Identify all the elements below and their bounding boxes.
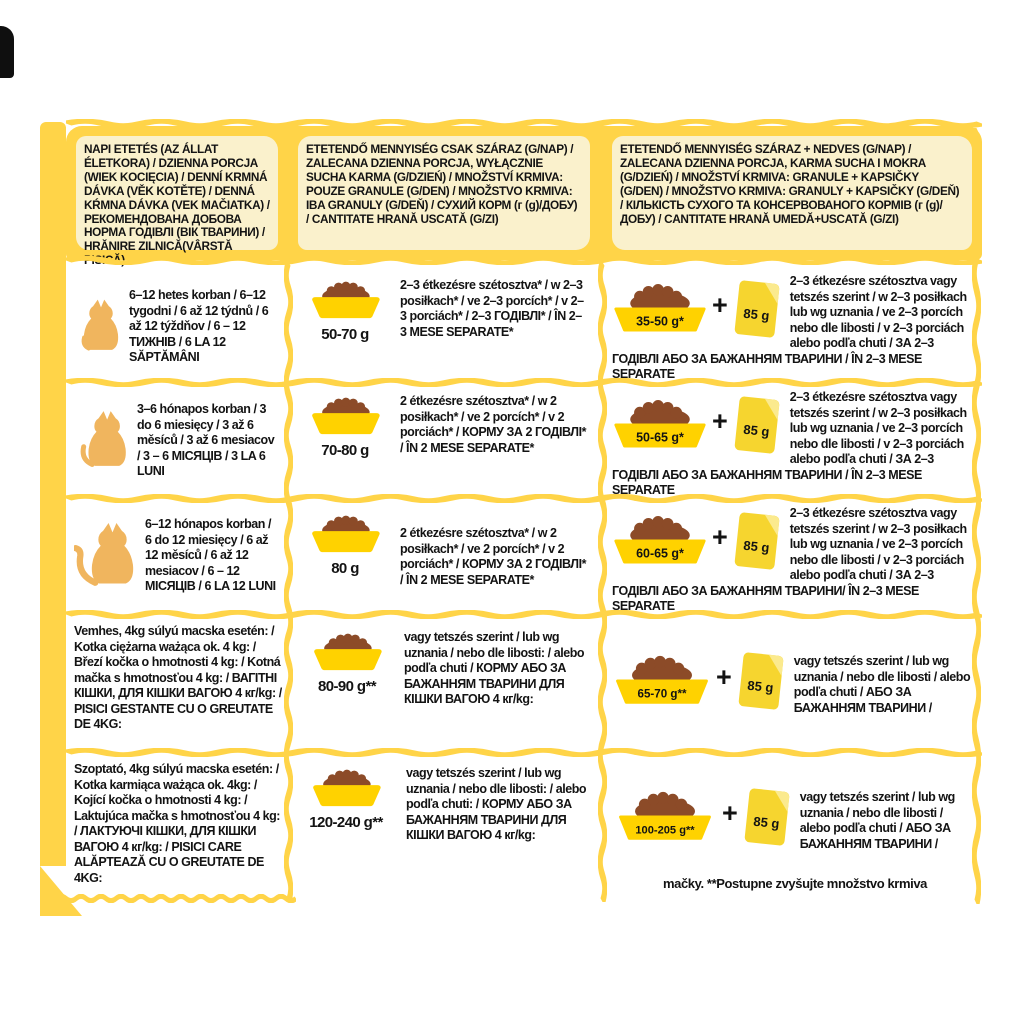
row3-dry-note: 2 étkezésre szétosztva* / w 2 posiłkach* / ve 2 porcích* / v 2 porciách* / КОРМУ ЗА 2 ГОДІВЛІ* / ÎN 2 MESE SEPARATE* [400, 526, 587, 587]
mixed-dry-amount: 50-65 g* [636, 430, 684, 445]
row1-dry-note: 2–3 étkezésre szétosztva* / w 2–3 posiłkach* / ve 2–3 porcích* / v 2–3 porciách* / 2–3 ГОДІВЛІ* / ÎN 2–3 MESE SEPARATE* [400, 278, 584, 339]
wet-amount: 85 g [742, 421, 770, 440]
header-cell-dry [298, 136, 590, 250]
header-dry-label: ETETENDŐ MENNYISÉG CSAK SZÁRAZ (G/NAP) / ZALECANA DZIENNA PORCJA, WYŁĄCZNIE SUCHA KARMA (G/DZIEŃ) / MNOŽSTVÍ KRMIVA: POUZE GRANULE (G/DEN) / MNOŽSTVO KRMIVA: IBA GRANULY (G/DEŇ) / СУХИЙ КОРМ (г (g)/ДОБУ) / CANTITATE HRANĂ USCATĂ (G/ZI) [306, 142, 578, 226]
row2-age-text: 3–6 hónapos korban / 3 do 6 miesięcy / 3 až 6 měsíců / 3 až 6 mesiacov / 3 – 6 МІСЯЦІВ / 3 LA 6 LUNI [137, 402, 275, 479]
wavy-border [66, 119, 982, 128]
row3-mixed-note: 2–3 étkezésre szétosztva vagy tetszés szerint / w 2–3 posiłkach lub wg uznania / ve 2–3 porcích nebo dle libosti / v 2–3 porciách alebo podľa chuti / ЗА 2–3 ГОДІВЛІ АБО ЗА БАЖАННЯМ ТВАРИНИ/ ÎN 2–3 MESE SEPARATE [612, 506, 967, 613]
row4-mixed-cell [612, 636, 972, 746]
wet-pouch-icon [732, 510, 782, 572]
row5-mixed-note: vagy tetszés szerint / lub wg uznania / nebo dle libosti / alebo podľa chuti / АБО ЗА БАЖАННЯМ ТВАРИНИ / [799, 790, 955, 851]
plus-icon: + [712, 405, 728, 436]
dry-plus-wet-icons [612, 650, 786, 712]
kibble-bowl-icon [308, 394, 382, 436]
row5-dry-note: vagy tetszés szerint / lub wg uznania / nebo dle libosti: / alebo podľa chuti: / КОРМУ АБО ЗА БАЖАННЯМ ТВАРИНИ ДЛЯ КІШКИ ВАГОЮ 4 кг/kg: [406, 766, 587, 842]
dry-amount: 70-80 g [321, 442, 369, 459]
footnote-text: mačky. **Postupne zvyšujte množstvo krmiva [662, 876, 927, 891]
column-separator [598, 262, 607, 902]
wet-pouch-icon [732, 278, 782, 340]
mixed-dry-amount: 35-50 g* [636, 314, 684, 329]
row4-dry-cell [298, 630, 588, 742]
dry-plus-wet-icons [612, 510, 782, 572]
row5-age-cell [74, 762, 282, 900]
row5-dry-cell [294, 766, 588, 886]
header-age-label: NAPI ETETÉS (AZ ÁLLAT ÉLETKORA) / DZIENNA PORCJA (WIEK KOCIĘCIA) / DENNÍ KRMNÁ DÁVKA (VĚK KOTĚTE) / DENNÁ KŔMNA DÁVKA (VEK MAČIATKA) / РЕКОМЕНДОВАНА ДОБОВА НОРМА ГОДІВЛІ (ВІК ТВАРИНИ) / HRĂNIRE ZILNICĂ(VÂRSTĂ PISICĂ) [84, 142, 270, 268]
row2-mixed-cell [612, 390, 972, 497]
row3-mixed-cell [612, 506, 972, 613]
left-border-strip [40, 122, 66, 866]
row3-age-text: 6–12 hónapos korban / 6 do 12 miesięcy / 6 až 12 měsíců / 6 až 12 mesiacov / 6 – 12 МІСЯЦІВ / 6 LA 12 LUNI [145, 517, 276, 594]
header-cell-age [76, 136, 278, 268]
row1-age-text: 6–12 hetes korban / 6–12 tygodni / 6 až 12 týdnů / 6 až 12 týždňov / 6 – 12 ТИЖНІВ / 6 LA 12 SĂPTĂMÂNI [129, 288, 269, 365]
row-separator [66, 256, 982, 265]
row4-age-cell [74, 624, 282, 744]
dry-amount: 80-90 g** [318, 678, 376, 695]
row4-age-text: Vemhes, 4kg súlyú macska esetén: / Kotka ciężarna ważąca ok. 4 kg: / Březí kočka o hmotnosti 4 kg: / Kotná mačka s hmotnosťou 4 kg: / ВАГІТНІ КІШКИ, ДЛЯ КІШКИ ВАГОЮ 4 кг/kg: / PISICI GESTANTE CU O GREUTATE DE 4KG: [74, 624, 282, 731]
wet-pouch-icon [732, 394, 782, 456]
dry-plus-wet-icons [612, 278, 782, 340]
dry-amount: 80 g [331, 560, 359, 577]
wet-pouch-icon [736, 650, 786, 712]
kibble-bowl-labeled-icon [612, 512, 708, 570]
dry-plus-wet-icons [612, 394, 782, 456]
row1-dry-cell [298, 278, 588, 374]
dry-plus-wet-icons [612, 786, 792, 848]
kibble-bowl-labeled-icon [612, 652, 712, 710]
row3-age-cell [74, 508, 280, 604]
row4-dry-note: vagy tetszés szerint / lub wg uznania / nebo dle libosti: / alebo podľa chuti / КОРМУ АБО ЗА БАЖАННЯМ ТВАРИНИ ДЛЯ КІШКИ ВАГОЮ 4 кг/kg: [404, 630, 585, 706]
dry-amount: 50-70 g [321, 326, 369, 343]
row2-age-cell [78, 394, 280, 488]
plus-icon: + [722, 797, 738, 828]
mixed-dry-amount: 100-205 g** [635, 824, 695, 837]
wet-amount: 85 g [742, 305, 770, 324]
kibble-bowl-icon [310, 630, 384, 672]
kibble-bowl-labeled-icon [612, 788, 718, 846]
row1-age-cell [78, 280, 280, 374]
kibble-bowl-icon [308, 512, 382, 554]
row2-dry-cell [298, 394, 588, 490]
kibble-bowl-icon [309, 766, 383, 808]
header-dry-wet-label: ETETENDŐ MENNYISÉG SZÁRAZ + NEDVES (G/NAP) / ZALECANA DZIENNA PORCJA, KARMA SUCHA I MOKRA (G/DZIEŃ) / MNOŽSTVÍ KRMIVA: GRANULE + KAPSIČKY (G/DEN) / MNOŽSTVO KRMIVA: GRANULY + KAPSIČKY (G/DEŇ) / КІЛЬКІСТЬ СУХОГО ТА КОНСЕРВОВАНОГО КОРМІВ (г (g)/ДОБУ) / CANTITATE HRANĂ UMEDĂ+USCATĂ (G/ZI) [620, 142, 960, 226]
kibble-bowl-labeled-icon [612, 396, 708, 454]
cat-icon-adult-large [74, 518, 140, 594]
column-separator [284, 262, 293, 902]
dry-amount: 120-240 g** [309, 814, 383, 831]
row5-mixed-cell [612, 770, 972, 876]
header-cell-dry-wet [612, 136, 972, 250]
row-separator [66, 748, 982, 757]
row2-mixed-note: 2–3 étkezésre szétosztva vagy tetszés szerint / w 2–3 posiłkach lub wg uznania / ve 2–3 porcích nebo dle libosti / v 2–3 porciách alebo podľa chuti / ЗА 2–3 ГОДІВЛІ АБО ЗА БАЖАННЯМ ТВАРИНИ / ÎN 2–3 MESE SEPARATE [612, 390, 967, 497]
wet-amount: 85 g [746, 677, 774, 696]
row1-mixed-cell [612, 274, 972, 381]
plus-icon: + [712, 521, 728, 552]
mixed-dry-amount: 65-70 g** [637, 687, 687, 701]
plus-icon: + [712, 289, 728, 320]
row4-mixed-note: vagy tetszés szerint / lub wg uznania / nebo dle libosti / alebo podľa chuti / АБО ЗА БАЖАННЯМ ТВАРИНИ / [793, 654, 971, 715]
wet-pouch-icon [742, 786, 792, 848]
row5-age-text: Szoptató, 4kg súlyú macska esetén: / Kotka karmiąca ważąca ok. 4kg: / Kojící kočka o hmotnosti 4 kg: / Laktujúca mačka s hmotnosťou 4 kg: / ЛАКТУЮЧІ КІШКИ, ДЛЯ КІШКИ ВАГОЮ 4 кг/kg: / PISICI CARE ALĂPTEAZĂ CU O GREUTATE DE 4KG: [74, 762, 281, 885]
cat-icon-kitten-small [78, 297, 124, 357]
row1-mixed-note: 2–3 étkezésre szétosztva vagy tetszés szerint / w 2–3 posiłkach lub wg uznania / ve 2–3 porcích nebo dle libosti / v 2–3 porciách alebo podľa chuti / ЗА 2–3 ГОДІВЛІ АБО ЗА БАЖАННЯМ ТВАРИНИ / ÎN 2–3 MESE SEPARATE [612, 274, 967, 381]
plus-icon: + [716, 661, 732, 692]
row3-dry-cell [298, 512, 588, 608]
row2-dry-note: 2 étkezésre szétosztva* / w 2 posiłkach* / ve 2 porcích* / v 2 porciách* / КОРМУ ЗА 2 ГОДІВЛІ* / ÎN 2 MESE SEPARATE* [400, 394, 587, 455]
cat-icon-kitten-medium [78, 407, 132, 475]
mixed-dry-amount: 60-65 g* [636, 546, 684, 561]
package-corner-mark [0, 26, 14, 78]
table-right-border [972, 128, 981, 904]
kibble-bowl-labeled-icon [612, 280, 708, 338]
kibble-bowl-icon [308, 278, 382, 320]
wet-amount: 85 g [752, 813, 780, 832]
wet-amount: 85 g [742, 537, 770, 556]
